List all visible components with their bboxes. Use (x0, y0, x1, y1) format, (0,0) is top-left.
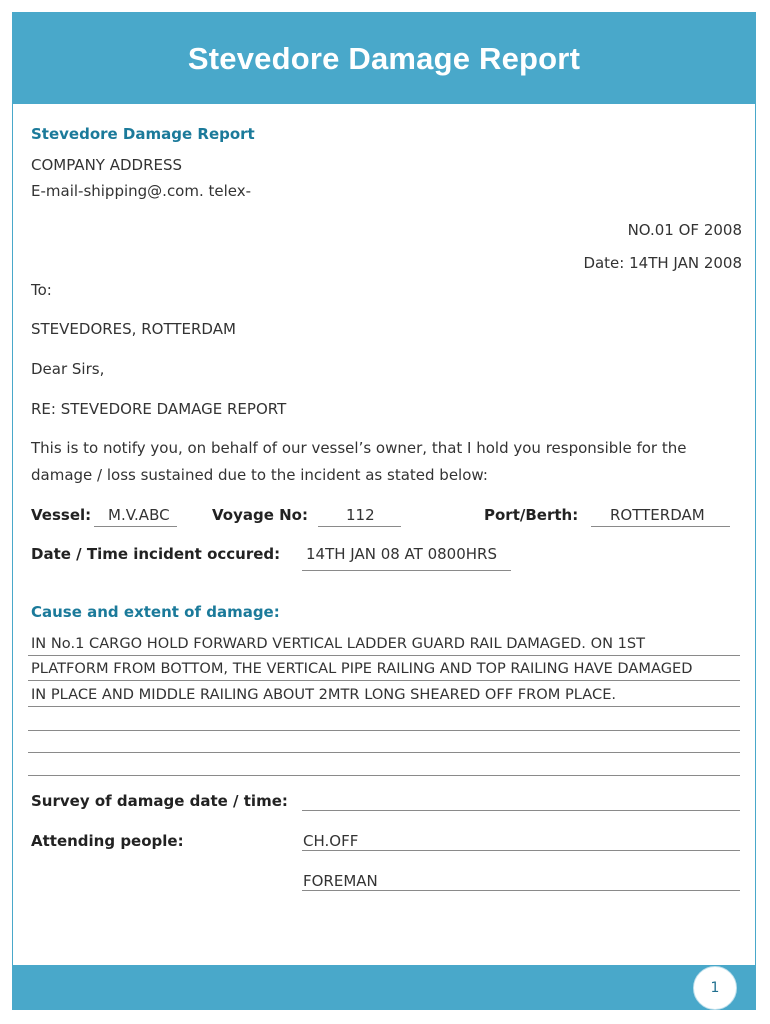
damage-line-1: IN No.1 CARGO HOLD FORWARD VERTICAL LADDER GUARD RAIL DAMAGED. ON 1ST (31, 635, 646, 652)
incident-label: Date / Time incident occured: (31, 545, 281, 563)
page-number-badge (693, 966, 737, 1010)
page-number: 1 (710, 980, 720, 996)
header-band (13, 13, 755, 104)
damage-rule-5 (28, 752, 740, 753)
salutation: Dear Sirs, (31, 360, 105, 378)
port-value: ROTTERDAM (610, 506, 705, 524)
damage-rule-2 (28, 680, 740, 681)
survey-label: Survey of damage date / time: (31, 792, 288, 810)
incident-value: 14TH JAN 08 AT 0800HRS (306, 545, 497, 563)
damage-heading: Cause and extent of damage: (31, 603, 280, 621)
company-address: COMPANY ADDRESS (31, 156, 183, 174)
reference-number: NO.01 OF 2008 (627, 221, 742, 239)
port-underline (591, 526, 730, 527)
damage-rule-4 (28, 730, 740, 731)
voyage-label: Voyage No: (212, 506, 308, 524)
attendee-2-underline (302, 890, 740, 891)
damage-line-2: PLATFORM FROM BOTTOM, THE VERTICAL PIPE RAILING AND TOP RAILING HAVE DAMAGED (31, 660, 693, 677)
damage-rule-6 (28, 775, 740, 776)
voyage-value: 112 (346, 506, 375, 524)
subject-line: RE: STEVEDORE DAMAGE REPORT (31, 400, 287, 418)
port-label: Port/Berth: (484, 506, 579, 524)
voyage-underline (318, 526, 401, 527)
survey-underline (302, 810, 740, 811)
attendee-2: FOREMAN (303, 872, 378, 890)
to-label: To: (31, 281, 52, 299)
vessel-underline (94, 526, 177, 527)
contact-info: E-mail-shipping@.com. telex- (31, 182, 252, 200)
page-title: Stevedore Damage Report (187, 40, 581, 76)
attendee-1-underline (302, 850, 740, 851)
footer-band (13, 965, 755, 1009)
letter-date: Date: 14TH JAN 2008 (583, 254, 742, 272)
attending-label: Attending people: (31, 832, 184, 850)
vessel-label: Vessel: (31, 506, 92, 524)
recipient: STEVEDORES, ROTTERDAM (31, 320, 236, 338)
damage-rule-3 (28, 706, 740, 707)
incident-underline (302, 570, 511, 571)
damage-rule-1 (28, 655, 740, 656)
vessel-value: M.V.ABC (108, 506, 170, 524)
damage-line-3: IN PLACE AND MIDDLE RAILING ABOUT 2MTR LONG SHEARED OFF FROM PLACE. (31, 686, 617, 703)
body-text-line-2: damage / loss sustained due to the incident as stated below: (31, 466, 488, 484)
letter-heading: Stevedore Damage Report (31, 125, 255, 143)
attendee-1: CH.OFF (303, 832, 359, 850)
body-text-line-1: This is to notify you, on behalf of our vessel’s owner, that I hold you responsible for the (31, 439, 687, 457)
